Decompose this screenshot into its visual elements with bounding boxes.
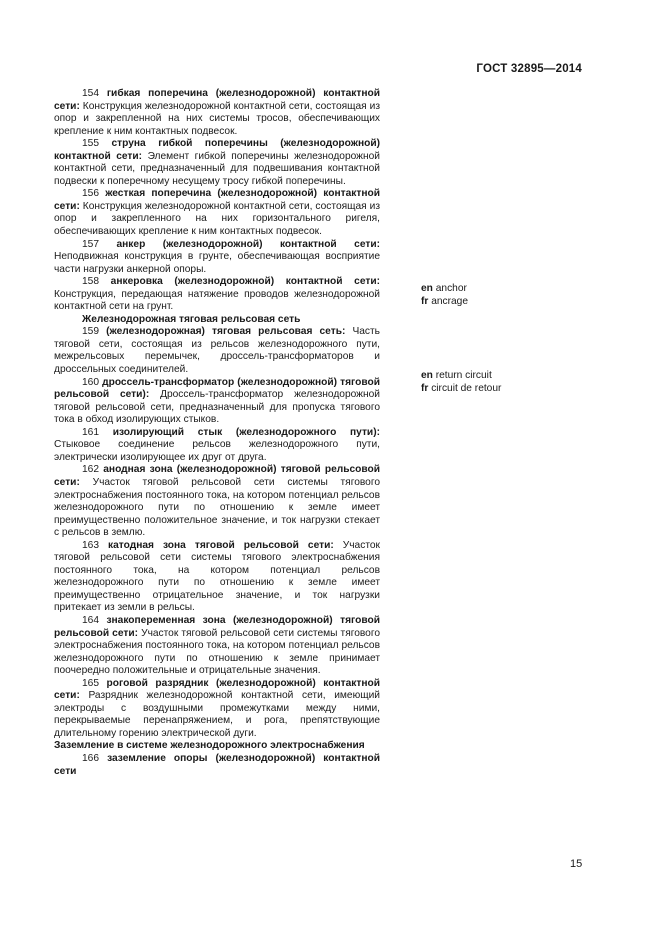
term-entry (54, 464, 380, 539)
term-entry (54, 427, 380, 465)
term-name: знакопеременная зона (железнодорожной) тяговой рельсовой сети: (54, 614, 380, 639)
term-name: изолирующий стык (железнодорожного пути): (112, 426, 380, 438)
term-name: роговой разрядник (железнодорожной) контактной сети: (54, 677, 380, 702)
term-number: 164 (82, 614, 99, 626)
term-entry (54, 88, 380, 138)
section-heading: Заземление в системе железнодорожного электроснабжения (54, 740, 365, 752)
term-name: катодная зона тяговой рельсовой сети: (108, 539, 334, 551)
term-number: 163 (82, 539, 99, 551)
term-definition: Участок тяговой рельсовой сети системы тягового электроснабжения постоянного тока, на котором потенциал рельсов железнодорожного пути по отношению к земле имеет преимущественно отрицательное значение, и ток нагрузки притекает из земли в рельсы. (54, 539, 380, 614)
term-entry (54, 188, 380, 238)
english-equivalent (421, 283, 468, 296)
language-code: fr (421, 295, 429, 307)
term-definition: Участок тяговой рельсовой сети системы тягового электроснабжения постоянного тока, на котором потенциал рельсов железнодорожного пути по отношению к земле принимает поочередно положительные и отрицательные значения. (54, 627, 380, 677)
term-definition: Стыковое соединение рельсов железнодорожного пути, электрически изолирующее их друг от друга. (54, 439, 380, 463)
equivalent-term: ancrage (431, 295, 469, 307)
term-name: анодная зона (железнодорожной) тяговой рельсовой сети: (54, 464, 380, 488)
term-definition: Дроссель-трансформатор железнодорожной тяговой рельсовой сети, предназначенный для пропуска тягового тока в обход изолирующих стыков. (54, 389, 380, 426)
term-number: 160 (82, 376, 99, 388)
term-entry (54, 326, 380, 376)
french-equivalent (421, 296, 468, 309)
term-number: 166 (82, 752, 99, 764)
term-name: струна гибкой поперечины (железнодорожной) контактной сети: (54, 138, 380, 162)
term-definition: Конструкция, передающая натяжение проводов железнодорожной контактной сети на грунт. (54, 288, 380, 313)
standard-designation: ГОСТ 32895—2014 (476, 63, 582, 75)
term-entry (54, 753, 380, 778)
term-definition: Неподвижная конструкция в грунте, обеспечивающая восприятие части нагрузки анкерной опоры. (54, 251, 380, 275)
term-number: 156 (82, 188, 99, 200)
term-definition: Участок тяговой рельсовой сети системы тягового электроснабжения постоянного тока, на котором потенциал рельсов железнодорожного пути по отношению к земле имеет преимущественно положительное значение, и ток нагрузки стекает с рельсов в землю. (54, 476, 380, 539)
term-number: 155 (82, 138, 99, 150)
term-name: дроссель-трансформатор (железнодорожной) тяговой рельсовой сети): (54, 376, 380, 401)
term-entry (54, 276, 380, 314)
french-equivalent (421, 383, 501, 396)
foreign-equivalents-return-circuit (421, 370, 501, 395)
term-name: анкер (железнодорожной) контактной сети: (116, 238, 380, 250)
term-number: 161 (82, 426, 99, 438)
english-equivalent (421, 370, 501, 383)
term-entry (54, 678, 380, 741)
foreign-equivalents-anchor (421, 283, 468, 308)
term-entry (54, 615, 380, 678)
language-code: fr (421, 382, 429, 394)
term-number: 159 (82, 326, 99, 338)
term-entry (54, 540, 380, 615)
term-definition: Часть тяговой сети, состоящая из рельсов железнодорожного пути, межрельсовых перемычек, дроссель-трансформаторов и дроссельных соединителей. (54, 326, 380, 376)
term-name: (железнодорожная) тяговая рельсовая сеть: (106, 326, 346, 338)
section-subheading: Железнодорожная тяговая рельсовая сеть (82, 313, 301, 325)
term-entry (54, 377, 380, 427)
term-entry (54, 138, 380, 188)
page-number: 15 (570, 858, 583, 870)
term-name: анкеровка (железнодорожной) контактной сети: (110, 276, 380, 288)
language-code: en (421, 283, 433, 294)
equivalent-term: circuit de retour (431, 382, 502, 394)
term-number: 158 (82, 276, 99, 288)
term-number: 157 (82, 238, 99, 250)
term-number: 162 (82, 464, 99, 476)
term-name: жесткая поперечина (железнодорожной) контактной сети: (54, 188, 380, 212)
equivalent-term: anchor (435, 283, 467, 294)
term-definition: Конструкция железнодорожной контактной сети, состоящая из опор и закрепленного на них горизонтального ригеля, обеспечивающих крепление к ним контактных подвесок. (54, 200, 380, 238)
term-definition: Элемент гибкой поперечины железнодорожной контактной сети, предназначенный для подвешивания контактной подвески к поперечному несущему тросу гибкой поперечины. (54, 150, 380, 187)
term-name: заземление опоры (железнодорожной) контактной сети (54, 752, 380, 777)
term-definition: Разрядник железнодорожной контактной сети, имеющий электроды с воздушными промежутками между ними, перекрываемые перенапряжением, и рога, препятствующие длительному горению электрической дуги. (54, 690, 380, 739)
term-entry (54, 239, 380, 277)
language-code: en (421, 370, 433, 381)
term-number: 154 (82, 88, 99, 99)
terms-column (54, 88, 380, 778)
term-number: 165 (82, 677, 99, 689)
term-definition: Конструкция железнодорожной контактной сети, состоящая из опор и закрепленной на них системы тросов, обеспечивающих крепление к ним контактных подвесок. (54, 100, 380, 137)
equivalent-term: return circuit (435, 370, 492, 381)
term-name: гибкая поперечина (железнодорожной) контактной сети: (54, 88, 380, 112)
